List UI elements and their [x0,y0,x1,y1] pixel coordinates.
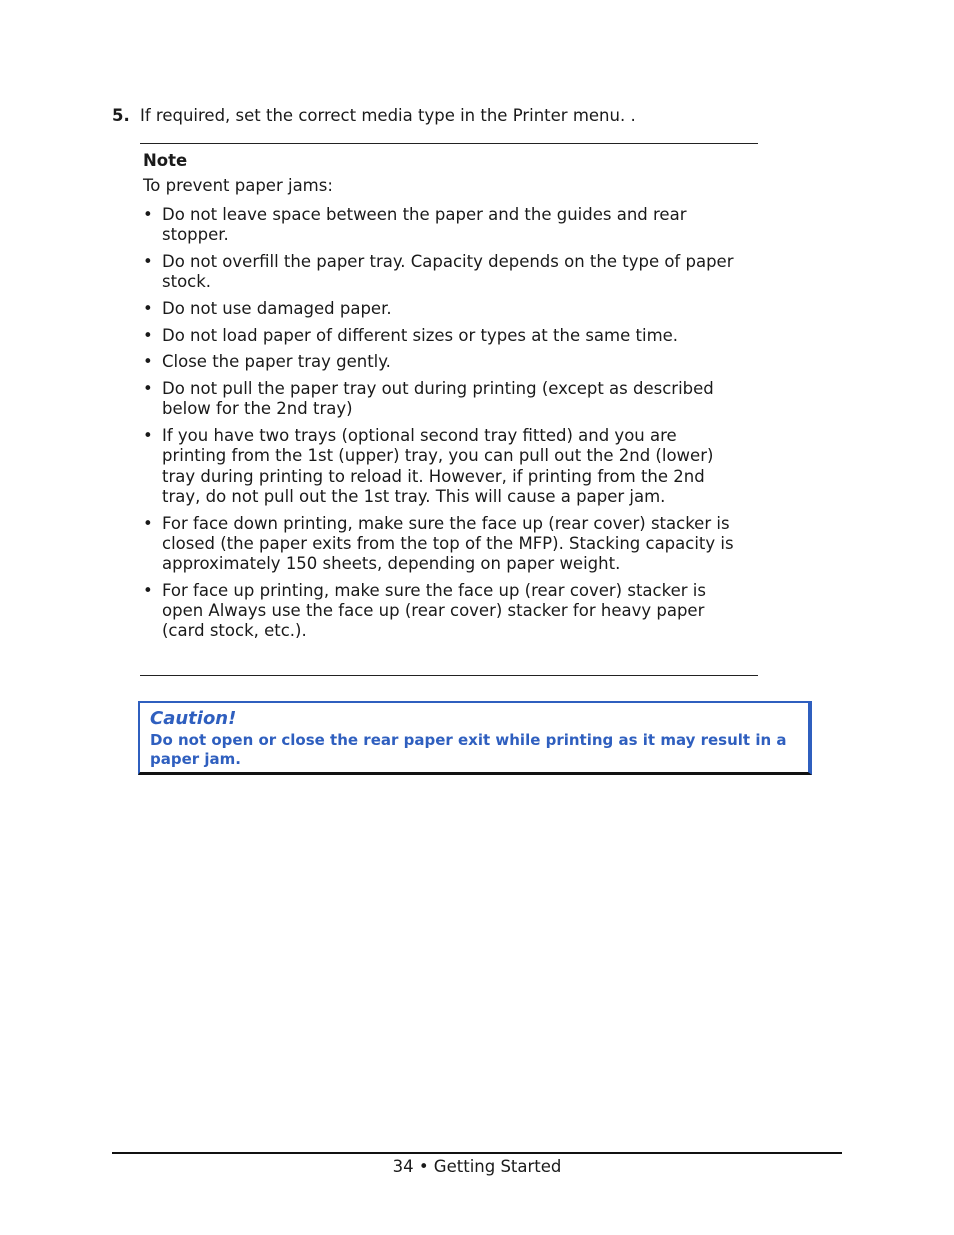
note-list-item [143,379,743,420]
bullet-icon: • [143,205,153,224]
note-item-text: Do not leave space between the paper and the guides and rear stopper. [162,205,687,245]
note-item-text: For face down printing, make sure the face up (rear cover) stacker is closed (the paper exits from the top of the MFP). Stacking capacity is approximately 150 sheets, depending on paper weight. [162,513,734,574]
note-item-text: Do not overfill the paper tray. Capacity depends on the type of paper stock. [162,251,734,292]
step-text: If required, set the correct media type in the Printer menu. . [140,106,636,125]
note-list-item [143,352,743,372]
note-list [143,205,743,648]
note-item-text: Close the paper tray gently. [162,352,391,372]
bullet-icon: • [143,352,153,372]
footer-rule [112,1152,842,1154]
bullet-icon: • [143,298,153,318]
note-top-rule [140,143,758,144]
note-list-item [143,205,743,246]
page-footer: 34 • Getting Started [392,1157,562,1176]
caution-title: Caution! [150,708,237,729]
note-item-text: Do not load paper of different sizes or types at the same time. [162,325,679,345]
bullet-icon: • [143,426,153,446]
bullet-icon: • [143,251,153,271]
note-item-text: Do not use damaged paper. [162,298,392,318]
step-number: 5. [112,106,130,125]
note-item-text: If you have two trays (optional second tray fitted) and you are printing from the 1st (upper) tray, you can pull out the 2nd (lower) tray during printing to reload it. However, if printing from the 2nd tray, do not pull out the 1st tray. This will cause a paper jam. [162,426,714,506]
note-list-item [143,299,743,319]
note-title: Note [143,151,188,170]
bullet-icon: • [143,325,153,345]
note-list-item [143,514,743,575]
note-list-item [143,252,743,293]
caution-box [138,701,812,775]
note-list-item [143,426,743,507]
bullet-icon: • [143,379,153,399]
bullet-icon: • [143,580,153,600]
note-bottom-rule [140,675,758,676]
step-5 [112,105,636,127]
caution-text: Do not open or close the rear paper exit while printing as it may result in a paper jam. [150,731,787,768]
note-item-text: Do not pull the paper tray out during printing (except as described below for the 2nd tray) [162,379,714,419]
note-item-text: For face up printing, make sure the face up (rear cover) stacker is open Always use the face up (rear cover) stacker for heavy paper (card stock, etc.). [162,580,706,641]
note-intro: To prevent paper jams: [143,176,333,195]
note-list-item [143,326,743,346]
note-list-item [143,581,743,642]
bullet-icon: • [143,513,153,533]
